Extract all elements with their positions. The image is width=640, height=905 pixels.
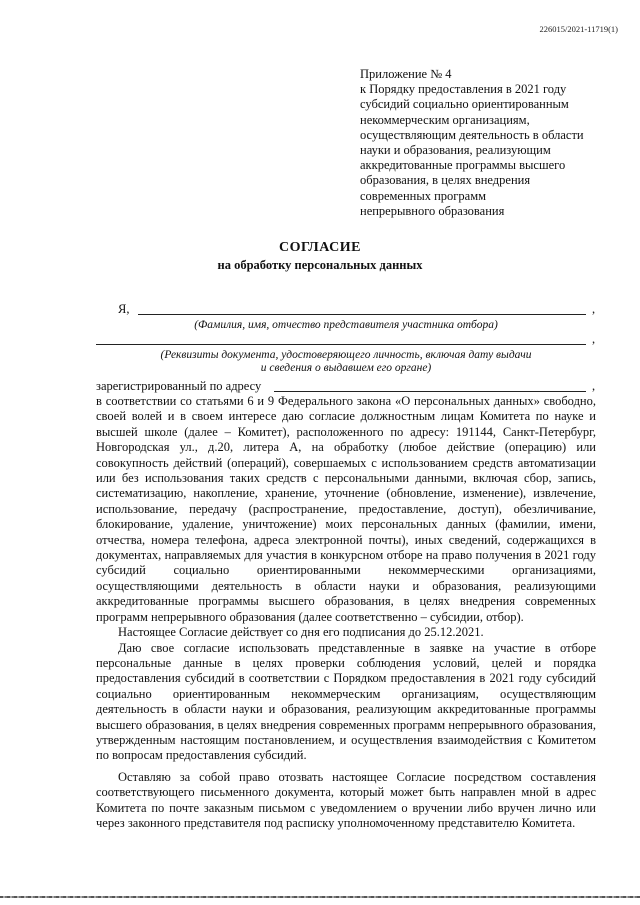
address-field-line[interactable] (274, 391, 586, 392)
appendix-line: субсидий социально ориентированным (360, 97, 569, 112)
appendix-line: осуществляющим деятельность в области (360, 127, 584, 142)
id-document-hint-line1: (Реквизиты документа, удостоверяющего личность, включая дату выдачи (160, 349, 532, 361)
appendix-line: Приложение № 4 (360, 67, 452, 81)
i-label: Я, (118, 302, 130, 316)
paragraph-validity: Настоящее Согласие действует со дня его подписания до 25.12.2021. (118, 625, 484, 640)
appendix-line: науки и образования, реализующим (360, 143, 551, 158)
comma: , (592, 302, 596, 316)
name-hint: (Фамилия, имя, отчество представителя участника отбора) (194, 319, 498, 331)
appendix-line: современных программ (360, 188, 487, 203)
document-title: СОГЛАСИЕ (279, 240, 361, 255)
document-subtitle: на обработку персональных данных (217, 258, 423, 272)
comma: , (592, 332, 596, 346)
appendix-line: некоммерческим организациям, (360, 112, 530, 127)
comma: , (592, 379, 596, 393)
appendix-line: аккредитованные программы высшего (360, 158, 566, 173)
paragraph-revocation: Оставляю за собой право отозвать настоящее Согласие посредством составления соответствующего письменного документа, который может быть направлен мной в адрес Комитета по почте заказным письмом с уведомлением о вручении либо вручен лично или через законного представителя под расписку уполномоченному представителю Комитета. (96, 769, 596, 830)
consent-body (96, 394, 596, 831)
name-field-line[interactable] (138, 314, 586, 315)
appendix-line: образования, в целях внедрения (360, 173, 531, 188)
address-label: зарегистрированный по адресу (96, 379, 262, 393)
appendix-line: к Порядку предоставления в 2021 году (360, 82, 567, 97)
appendix-line: непрерывного образования (360, 203, 505, 218)
appendix-block (360, 67, 610, 219)
scan-bottom-edge (0, 896, 640, 898)
paragraph-usage: Даю свое согласие использовать представленные в заявке на участие в отборе персональные данные в целях проверки соблюдения условий, целей и порядка предоставления субсидий в соответствии с Порядком предоставления в 2021 году субсидий социально ориентированным некоммерческим организациям, осуществляющим деятельность в области науки и образования, реализующим аккредитованные программы высшего образования, в целях внедрения современных программ непрерывного образования, утвержденным настоящим постановлением, и осуществления взаимодействия с Комитетом по вопросам предоставления субсидий. (96, 640, 596, 763)
id-document-hint-line2: и сведения о выдавшем его органе) (260, 362, 432, 374)
id-document-field-line[interactable] (96, 344, 586, 345)
paragraph-consent: в соответствии со статьями 6 и 9 Федерального закона «О персональных данных» свободно, своей волей и в своем интересе даю согласие должностным лицам Комитета по науке и высшей школе (далее – Комитет), расположенного по адресу: 191144, Санкт-Петербург, Новгородская ул., д.20, литера А, на обработку (любое действие (операцию) или совокупность действий (операций), совершаемых с использованием средств автоматизации или без использования таких средств с персональными данными, включая сбор, запись, систематизацию, накопление, хранение, уточнение (обновление, изменение), извлечение, использование, передачу (распространение, предоставление, доступ), обезличивание, блокирование, удаление, уничтожение) моих персональных данных (фамилии, имени, отчества, номера телефона, адреса электронной почты), иных сведений, содержащихся в документах, направляемых для участия в конкурсном отборе на право получения в 2021 году субсидий социально ориентированными некоммерческими организациями, осуществляющими деятельность в области науки и образования, реализующими аккредитованные программы высшего образования, в целях внедрения современных программ непрерывного образования (далее соответственно – субсидии, отбор). (96, 394, 596, 624)
document-number: 226015/2021-11719(1) (539, 24, 618, 34)
